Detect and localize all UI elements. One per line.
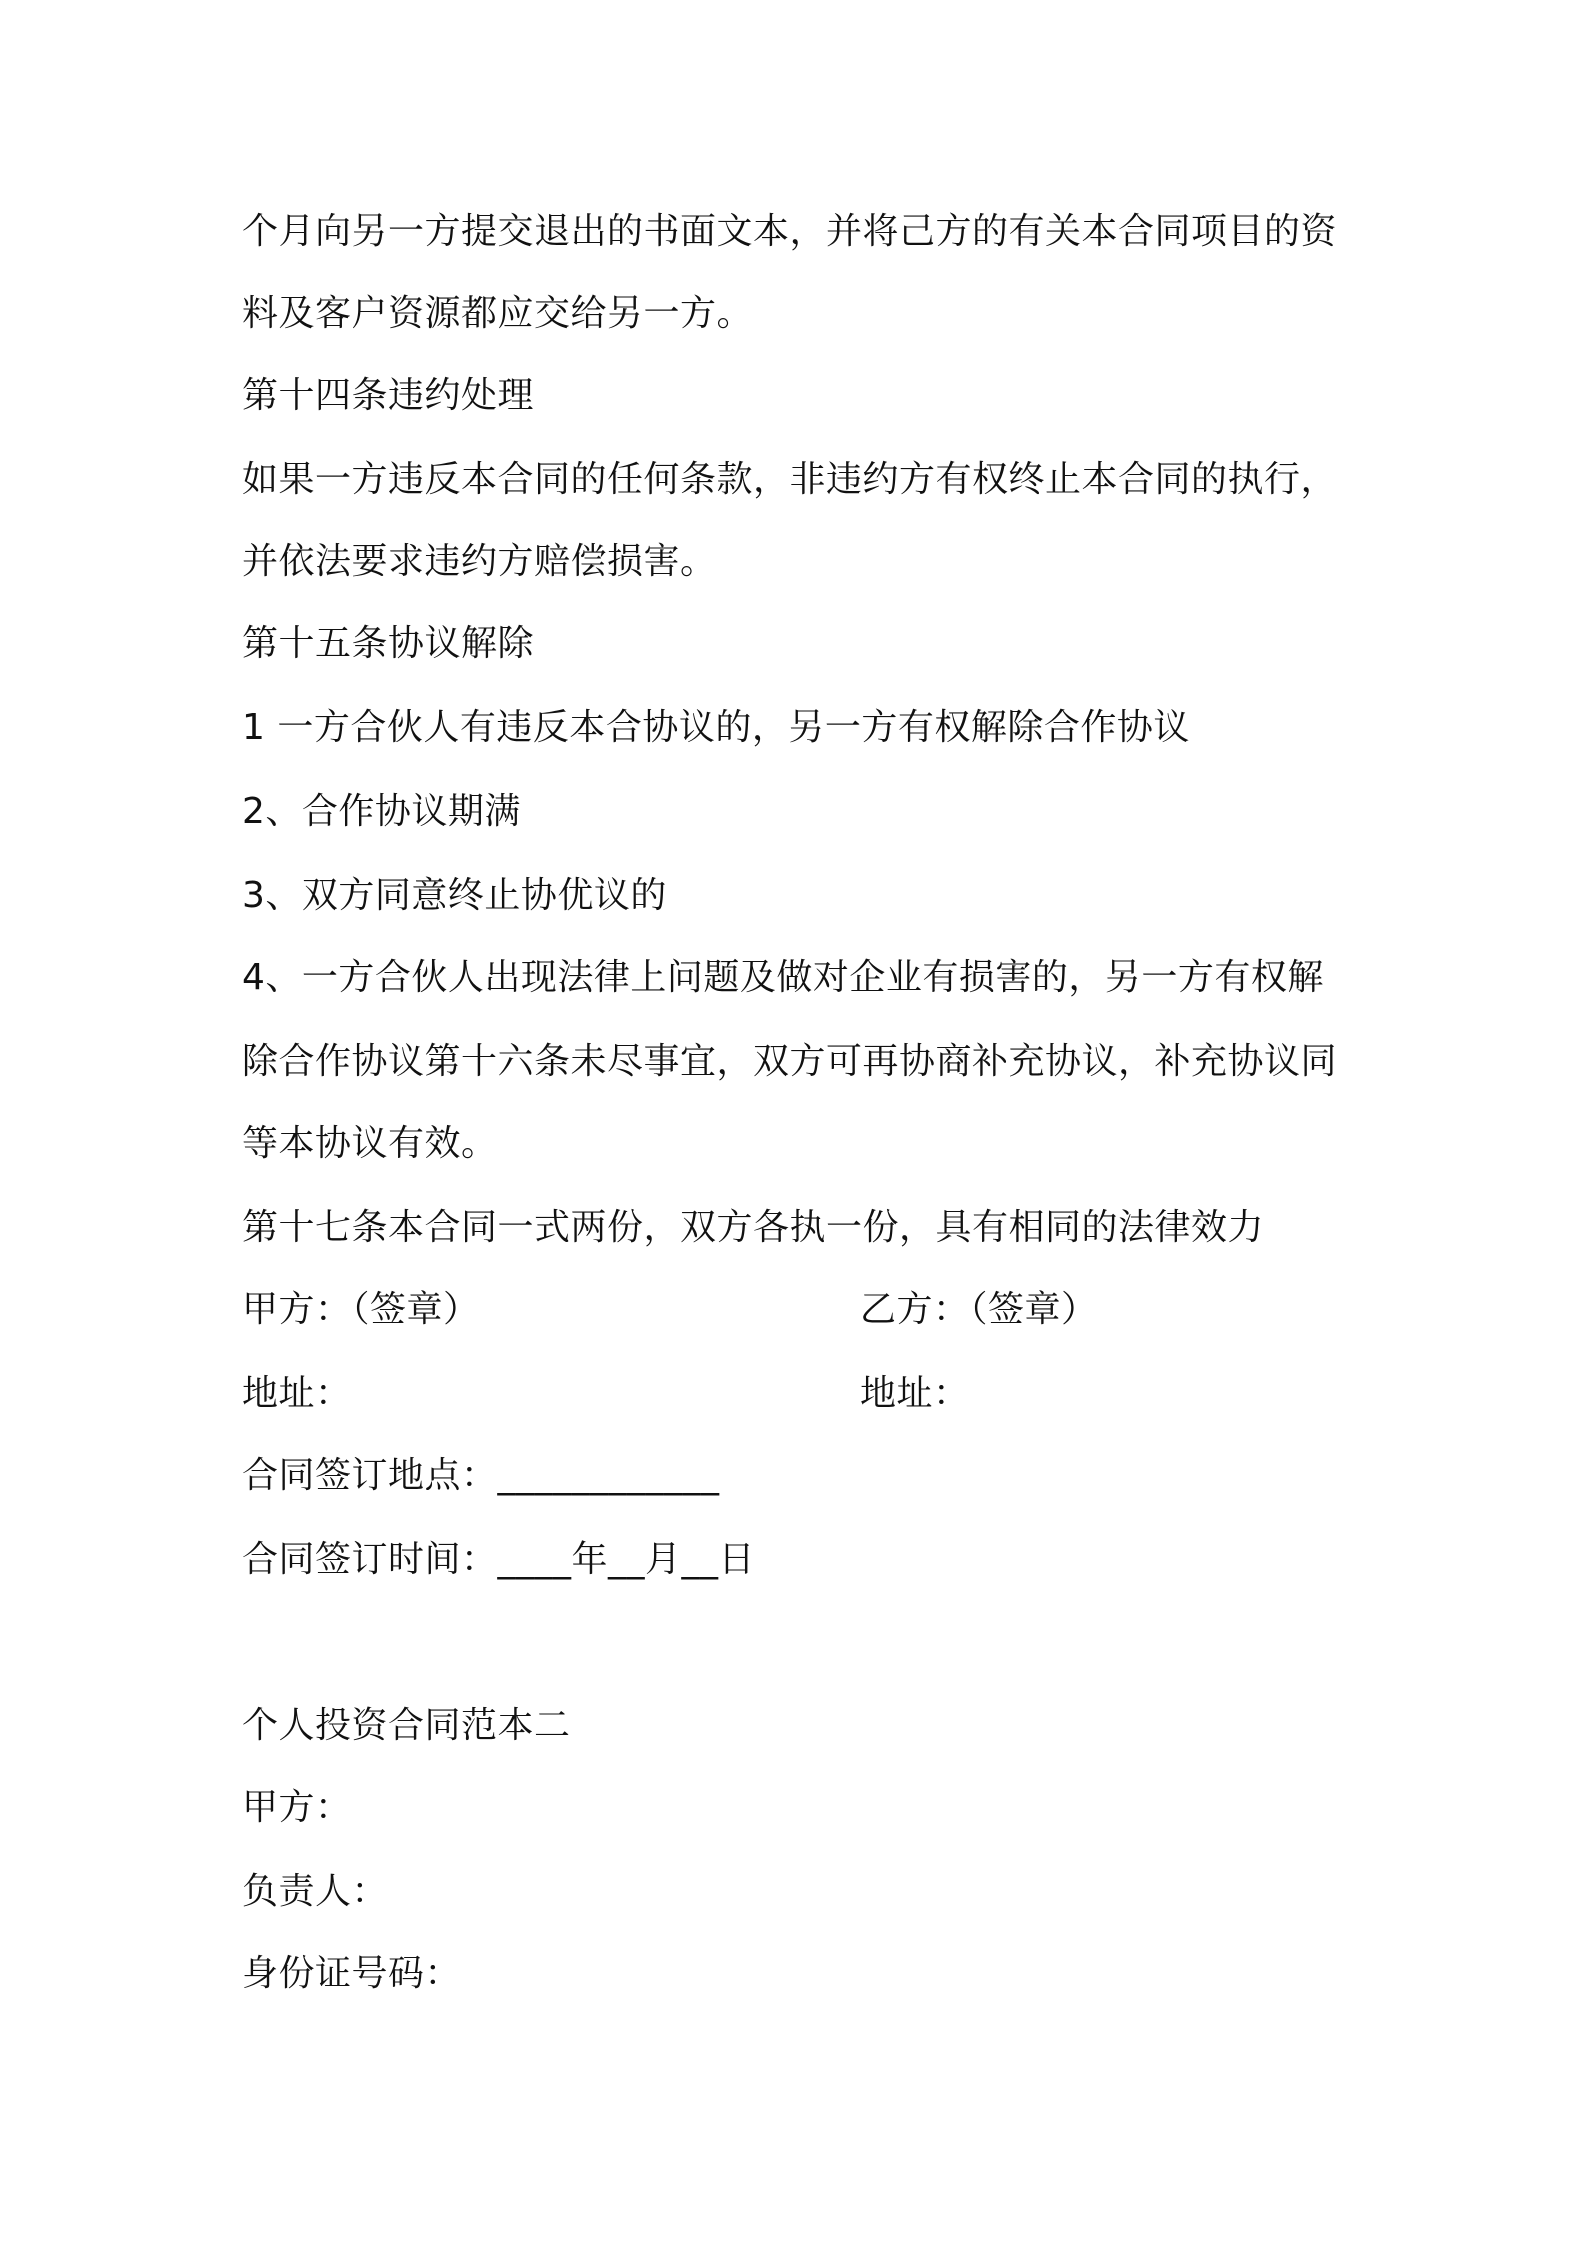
section-title: 个人投资合同范本二 <box>242 1705 571 1746</box>
paragraph-line: 如果一方违反本合同的任何条款，非违约方有权终止本合同的执行， <box>242 459 1338 500</box>
paragraph-line: 除合作协议第十六条未尽事宜，双方可再协商补充协议，补充协议同 <box>242 1041 1338 1082</box>
article-heading: 第十七条本合同一式两份，双方各执一份，具有相同的法律效力 <box>242 1207 1265 1248</box>
article-heading: 第十五条协议解除 <box>242 623 535 664</box>
party-b-signature: 乙方：（签章） <box>860 1289 1098 1330</box>
signing-place: 合同签订地点：____________ <box>242 1455 720 1496</box>
paragraph-line: 个月向另一方提交退出的书面文本，并将己方的有关本合同项目的资 <box>242 211 1338 252</box>
responsible-person-label: 负责人： <box>242 1871 389 1912</box>
list-item: 1 一方合伙人有违反本合协议的，另一方有权解除合作协议 <box>242 707 1190 748</box>
paragraph-line: 等本协议有效。 <box>242 1123 498 1164</box>
list-item: 4、一方合伙人出现法律上问题及做对企业有损害的，另一方有权解 <box>242 957 1324 998</box>
paragraph-line: 并依法要求违约方赔偿损害。 <box>242 541 717 582</box>
party-b-address: 地址： <box>860 1373 970 1414</box>
party-a-address: 地址： <box>242 1373 352 1414</box>
signing-time: 合同签订时间：____年__月__日 <box>242 1539 756 1580</box>
party-a-signature: 甲方：（签章） <box>242 1289 480 1330</box>
party-a-label: 甲方： <box>242 1787 352 1828</box>
article-heading: 第十四条违约处理 <box>242 375 535 416</box>
paragraph-line: 料及客户资源都应交给另一方。 <box>242 293 754 334</box>
id-number-label: 身份证号码： <box>242 1953 462 1994</box>
list-item: 2、合作协议期满 <box>242 791 521 832</box>
list-item: 3、双方同意终止协优议的 <box>242 875 667 916</box>
